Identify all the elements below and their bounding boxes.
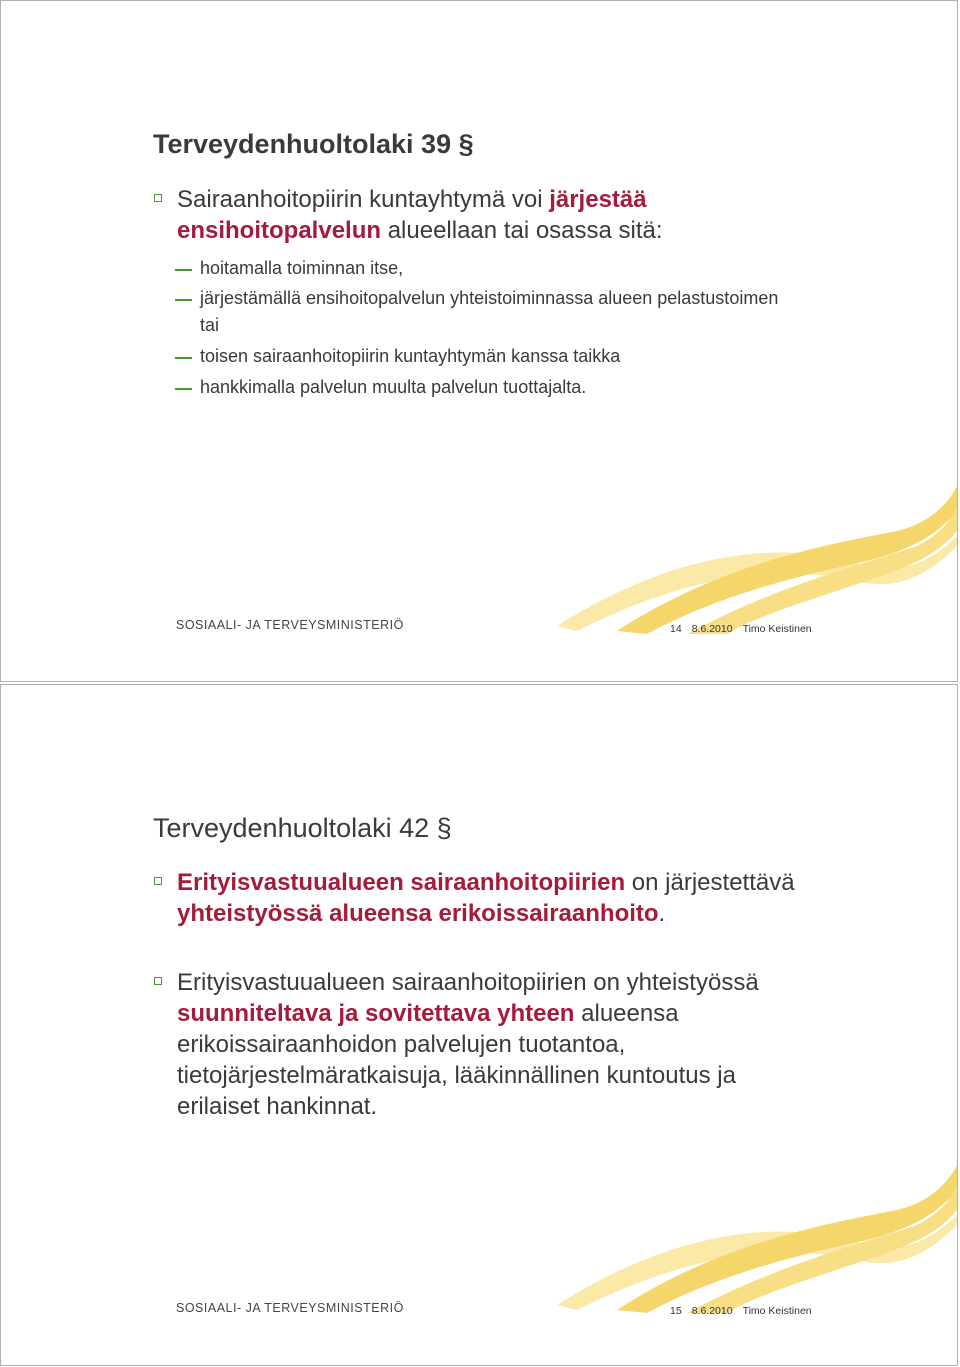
footer-author: Timo Keistinen [742, 623, 812, 635]
bullet-square-icon [154, 194, 162, 202]
bullet-1-highlight: Erityisvastuualueen sairaanhoitopiirien [177, 869, 626, 896]
bullet-2-text-end: alueensa erikoissairaanhoidon palvelujen tuotantoa, tietojärjestelmäratkaisuja, lääkinnällinen kuntoutus ja erilaiset hankinnat. [177, 1000, 736, 1120]
sub-item: hoitamalla toiminnan itse, [200, 258, 404, 278]
main-bullet [177, 184, 757, 246]
footer-date: 8.6.2010 [691, 1305, 733, 1317]
bullet-2 [177, 967, 807, 1122]
main-text: Sairaanhoitopiirin kuntayhtymä voi [177, 186, 550, 213]
dash-bullet-icon [175, 388, 192, 390]
slide-15 [0, 684, 958, 1366]
dash-bullet-icon [175, 299, 192, 301]
page-number: 15 [670, 1305, 682, 1317]
sub-item: hankkimalla palvelun muulta palvelun tuottajalta. [200, 377, 587, 397]
bullet-2-highlight: suunniteltava ja sovitettava yhteen [177, 1000, 575, 1027]
bullet-square-icon [154, 877, 162, 885]
slide-title: Terveydenhuoltolaki 39 § [153, 129, 474, 159]
slide-14 [0, 0, 958, 682]
sub-item: toisen sairaanhoitopiirin kuntayhtymän kanssa taikka [200, 346, 621, 366]
slide-title: Terveydenhuoltolaki 42 § [153, 813, 452, 843]
footer-author: Timo Keistinen [742, 1305, 812, 1317]
bullet-2-text: Erityisvastuualueen sairaanhoitopiirien on yhteistyössä [177, 969, 759, 996]
bullet-1 [177, 867, 817, 929]
sub-item: järjestämällä ensihoitopalvelun yhteistoiminnassa alueen pelastustoimen tai [200, 288, 779, 335]
main-highlight: järjestää ensihoitopalvelun [177, 186, 647, 244]
dash-bullet-icon [175, 357, 192, 359]
dash-bullet-icon [175, 269, 192, 271]
decorative-wave-graphic [517, 1155, 957, 1315]
ministry-logo: SOSIAALI- JA TERVEYSMINISTERIÖ [176, 1301, 404, 1315]
main-text-end: alueellaan tai osassa sitä: [381, 217, 663, 244]
ministry-logo: SOSIAALI- JA TERVEYSMINISTERIÖ [176, 618, 404, 632]
bullet-1-highlight-2: yhteistyössä alueensa erikoissairaanhoito [177, 900, 659, 927]
bullet-1-text: on järjestettävä [625, 869, 795, 896]
slide-footer [670, 623, 822, 635]
bullet-square-icon [154, 977, 162, 985]
page-number: 14 [670, 623, 682, 635]
bullet-1-end: . [658, 900, 666, 927]
decorative-wave-graphic [517, 476, 957, 636]
slide-footer [670, 1305, 822, 1317]
footer-date: 8.6.2010 [691, 623, 733, 635]
